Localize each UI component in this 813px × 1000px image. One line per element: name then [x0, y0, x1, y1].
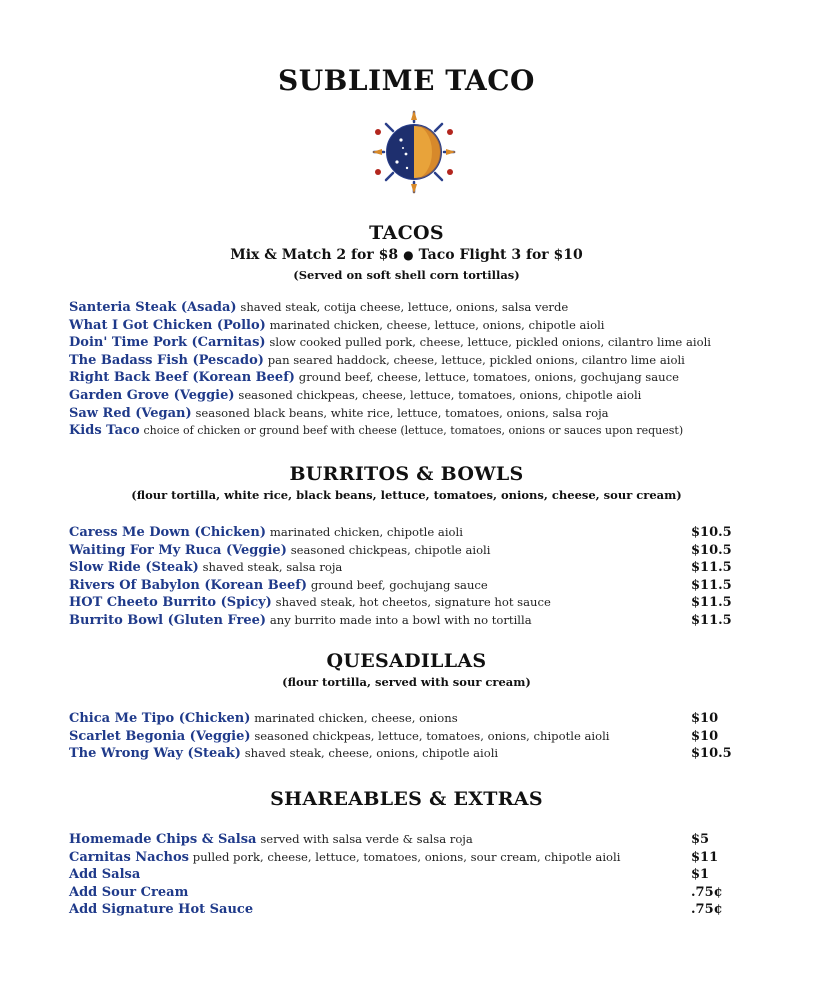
item-description: seasoned chickpeas, chipotle aioli — [290, 542, 491, 557]
menu-item — [69, 299, 749, 317]
item-description: served with salsa verde & salsa roja — [260, 832, 473, 846]
menu-item — [69, 710, 749, 728]
item-description: shaved steak, salsa roja — [202, 560, 343, 575]
item-name: Carnitas Nachos — [69, 849, 189, 865]
item-name: Caress Me Down (Chicken) — [69, 525, 267, 540]
item-price: .75¢ — [691, 884, 723, 900]
item-price: $11 — [691, 849, 719, 865]
item-name: Garden Grove (Veggie) — [69, 387, 235, 403]
menu-item — [69, 594, 749, 612]
item-name: Kids Taco — [69, 423, 140, 439]
taco-deal-mix-match: Mix & Match 2 for $8 — [230, 247, 399, 263]
quesadillas-note: (flour tortilla, served with sour cream) — [282, 675, 531, 689]
item-description: choice of chicken or ground beef with cheese (lettuce, tomatoes, onions or sauces upon request) — [143, 424, 684, 438]
shareables-list — [69, 831, 749, 919]
item-name: Burrito Bowl (Gluten Free) — [69, 612, 267, 628]
menu-item — [69, 849, 749, 867]
item-price: .75¢ — [691, 902, 723, 918]
menu-item — [69, 728, 749, 746]
burritos-note: (flour tortilla, white rice, black beans, lettuce, tomatoes, onions, cheese, sour cream) — [131, 488, 682, 502]
item-price: $10 — [691, 728, 719, 744]
tacos-note: (Served on soft shell corn tortillas) — [293, 268, 520, 282]
item-price: $11.5 — [691, 577, 732, 593]
taco-deal-flight: Taco Flight 3 for $10 — [418, 247, 583, 263]
item-price: $1 — [691, 867, 710, 883]
item-price: $10 — [691, 711, 719, 726]
item-name: Homemade Chips & Salsa — [69, 832, 257, 847]
menu-item — [69, 352, 749, 370]
menu-item — [69, 866, 749, 884]
item-description: shaved steak, cotija cheese, lettuce, onions, salsa verde — [240, 300, 569, 314]
restaurant-title: SUBLIME TACO — [278, 64, 535, 97]
item-description: pulled pork, cheese, lettuce, tomatoes, onions, sour cream, chipotle aioli — [192, 849, 621, 864]
item-price: $5 — [691, 832, 710, 847]
menu-item — [69, 405, 749, 423]
menu-item — [69, 612, 749, 630]
item-description: marinated chicken, chipotle aioli — [269, 525, 463, 539]
quesadillas-list — [69, 710, 749, 763]
menu-item — [69, 559, 749, 577]
item-description: ground beef, gochujang sauce — [310, 577, 488, 592]
item-name: Right Back Beef (Korean Beef) — [69, 370, 295, 386]
item-price: $11.5 — [691, 560, 732, 576]
item-name: Slow Ride (Steak) — [69, 560, 199, 576]
menu-item — [69, 524, 749, 542]
item-description: any burrito made into a bowl with no tortilla — [269, 612, 532, 627]
tacos-section-title: TACOS — [369, 222, 444, 244]
item-name: Doin' Time Pork (Carnitas) — [69, 335, 266, 351]
item-description: ground beef, cheese, lettuce, tomatoes, onions, gochujang sauce — [298, 370, 679, 385]
quesadillas-section-title: QUESADILLAS — [326, 650, 487, 672]
menu-item — [69, 387, 749, 405]
menu-item — [69, 422, 749, 440]
item-name: Rivers Of Babylon (Korean Beef) — [69, 577, 307, 593]
burritos-section-title: BURRITOS & BOWLS — [289, 463, 524, 485]
menu-item — [69, 577, 749, 595]
item-price: $11.5 — [691, 595, 732, 611]
sun-moon-logo-icon — [362, 108, 466, 196]
shareables-section-title: SHAREABLES & EXTRAS — [270, 788, 543, 810]
item-name: Chica Me Tipo (Chicken) — [69, 711, 251, 726]
item-description: seasoned chickpeas, lettuce, tomatoes, onions, chipotle aioli — [254, 728, 610, 743]
item-description: pan seared haddock, cheese, lettuce, pickled onions, cilantro lime aioli — [267, 352, 685, 367]
bullet-icon: ● — [403, 248, 414, 262]
burritos-list — [69, 524, 749, 630]
item-description: seasoned black beans, white rice, lettuce, tomatoes, onions, salsa roja — [195, 405, 609, 420]
taco-deals — [0, 247, 813, 263]
item-name: Add Signature Hot Sauce — [69, 902, 254, 918]
item-name: Scarlet Begonia (Veggie) — [69, 728, 251, 744]
item-price: $10.5 — [691, 542, 732, 558]
menu-item — [69, 745, 749, 763]
item-description: shaved steak, hot cheetos, signature hot sauce — [275, 595, 551, 610]
item-description: marinated chicken, cheese, lettuce, onions, chipotle aioli — [269, 317, 605, 332]
item-name: What I Got Chicken (Pollo) — [69, 317, 266, 333]
item-description: shaved steak, cheese, onions, chipotle aioli — [244, 746, 499, 761]
menu-item — [69, 901, 749, 919]
item-price: $10.5 — [691, 746, 732, 762]
item-price: $10.5 — [691, 525, 732, 540]
item-description: seasoned chickpeas, cheese, lettuce, tomatoes, onions, chipotle aioli — [238, 387, 642, 402]
tacos-list — [69, 299, 749, 440]
item-description: slow cooked pulled pork, cheese, lettuce, pickled onions, cilantro lime aioli — [269, 335, 711, 350]
item-name: Add Salsa — [69, 867, 141, 883]
menu-item — [69, 317, 749, 335]
menu-item — [69, 369, 749, 387]
item-name: The Wrong Way (Steak) — [69, 746, 241, 762]
menu-item — [69, 334, 749, 352]
menu-item — [69, 542, 749, 560]
item-name: Add Sour Cream — [69, 884, 189, 900]
item-name: Waiting For My Ruca (Veggie) — [69, 542, 287, 558]
item-name: Santeria Steak (Asada) — [69, 300, 237, 315]
item-price: $11.5 — [691, 612, 732, 628]
item-name: HOT Cheeto Burrito (Spicy) — [69, 595, 272, 611]
item-name: Saw Red (Vegan) — [69, 405, 192, 421]
item-description: marinated chicken, cheese, onions — [254, 711, 458, 725]
menu-item — [69, 884, 749, 902]
item-name: The Badass Fish (Pescado) — [69, 352, 264, 368]
menu-item — [69, 831, 749, 849]
